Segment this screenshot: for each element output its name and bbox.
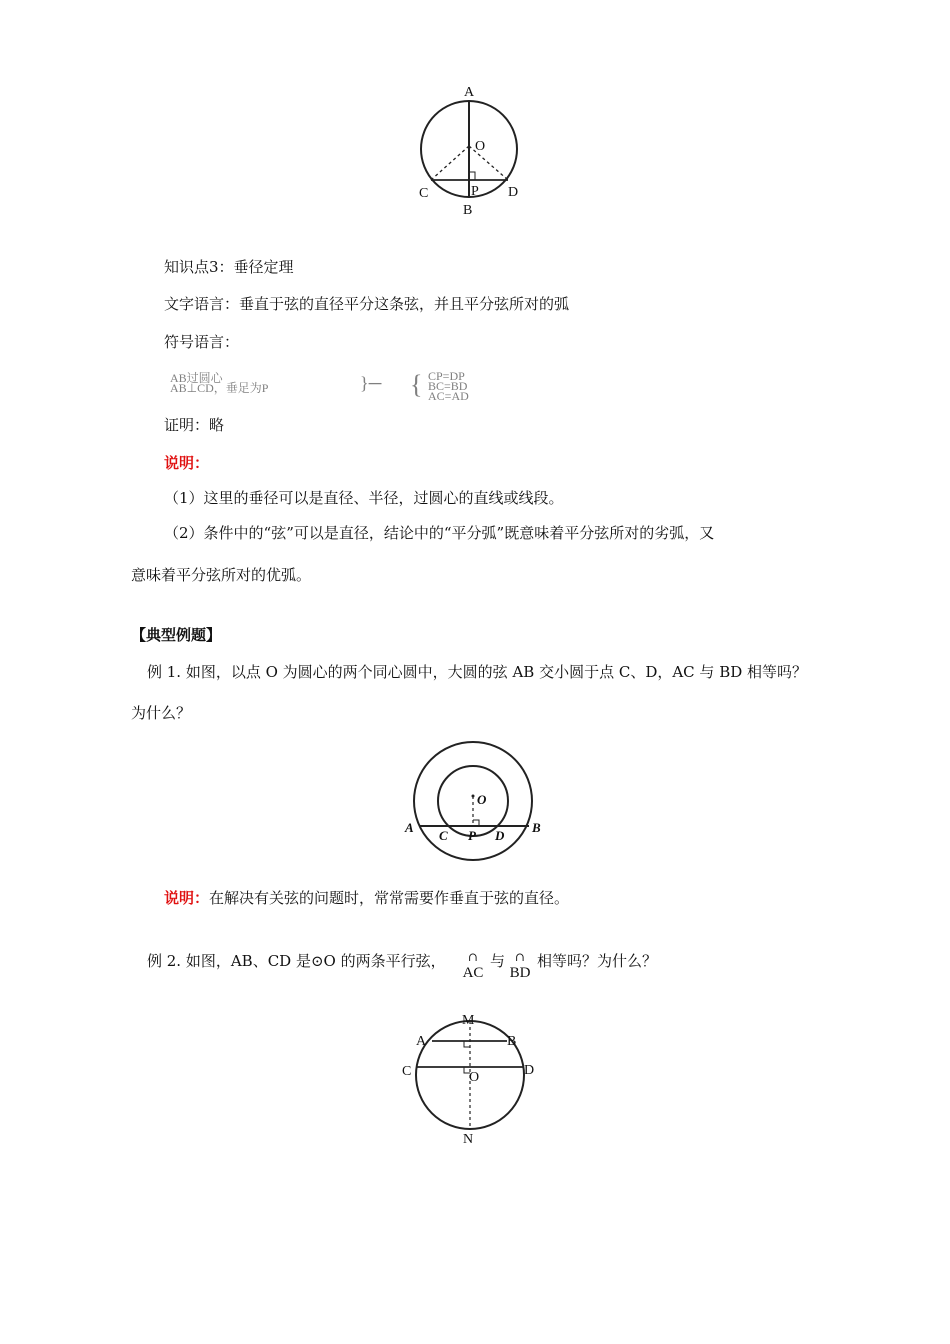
label-o: O (469, 1070, 480, 1085)
example-2-and: 与 (490, 952, 506, 970)
example-2-line (147, 950, 446, 971)
right-angle-mark-ab (464, 1041, 470, 1047)
label-p: P (471, 184, 479, 199)
examples-heading: 【典型例题】 (131, 626, 222, 644)
example-2-post: 相等吗？为什么？ (537, 952, 658, 970)
figure-parallel-chords (395, 1008, 545, 1150)
radius-oc (431, 146, 469, 180)
result-cp-dp: CP=DP (428, 369, 465, 383)
brace-implies: }─ (360, 373, 382, 393)
arc-ac-label: AC (462, 965, 484, 981)
kp3-note-1: （1）这里的垂径可以是直径、半径，过圆心的直线或线段。 (164, 489, 564, 507)
label-p: P (468, 828, 476, 843)
label-a: A (464, 85, 475, 100)
arc-bd-label: BD (509, 965, 531, 981)
kp3-note-label: 说明： (164, 454, 210, 472)
center-o (472, 795, 475, 798)
kp3-note-2b: 意味着平分弦所对的优弧。 (131, 566, 312, 584)
label-b: B (507, 1034, 517, 1049)
figure-perpendicular-diameter (405, 80, 535, 220)
condition-center: AB过圆心 (170, 371, 223, 385)
figure-concentric-circles (395, 738, 555, 868)
label-b: B (532, 820, 541, 835)
condition-perpendicular: AB⊥CD，垂足为P (170, 381, 269, 395)
arc-ac-symbol: ∩ (467, 950, 479, 964)
arc-bd (505, 950, 535, 982)
label-c: C (419, 186, 429, 201)
example-1-note-label: 说明： (164, 889, 210, 907)
label-o: O (477, 792, 487, 807)
result-brace: { (410, 370, 423, 399)
label-m: M (462, 1013, 475, 1028)
label-a: A (416, 1034, 427, 1049)
label-d: D (495, 828, 505, 843)
label-d: D (524, 1063, 535, 1078)
kp3-proof: 证明：略 (164, 416, 225, 434)
result-bc-bd: BC=BD (428, 379, 468, 393)
label-n: N (463, 1132, 474, 1147)
example-1-note-text: 在解决有关弦的问题时，常常需要作垂直于弦的直径。 (209, 889, 570, 907)
label-b: B (463, 203, 473, 218)
label-o: O (475, 139, 486, 154)
label-a: A (405, 820, 414, 835)
example-2-pre: 例 2. 如图，AB、CD 是⊙O 的两条平行弦， (147, 952, 446, 970)
arc-ac (458, 950, 488, 982)
symbolic-statement (170, 369, 530, 404)
kp3-symbol-language: 符号语言： (164, 333, 240, 351)
example-1-line1: 例 1. 如图，以点 O 为圆心的两个同心圆中，大圆的弦 AB 交小圆于点 C、D，AC 与 BD 相等吗？ (147, 663, 808, 681)
label-c: C (439, 828, 448, 843)
arc-bd-symbol: ∩ (514, 950, 526, 964)
kp3-title: 知识点3：垂径定理 (164, 258, 294, 276)
kp3-text-language: 文字语言：垂直于弦的直径平分这条弦，并且平分弦所对的弧 (164, 295, 570, 313)
label-d: D (508, 185, 519, 200)
kp3-note-2a: （2）条件中的“弦”可以是直径，结论中的“平分弧”既意味着平分弦所对的劣弧，又 (164, 524, 715, 542)
example-1-line2: 为什么？ (131, 704, 192, 722)
label-c: C (402, 1064, 412, 1079)
example-1-note (164, 887, 569, 908)
result-ac-ad: AC=AD (428, 389, 469, 403)
